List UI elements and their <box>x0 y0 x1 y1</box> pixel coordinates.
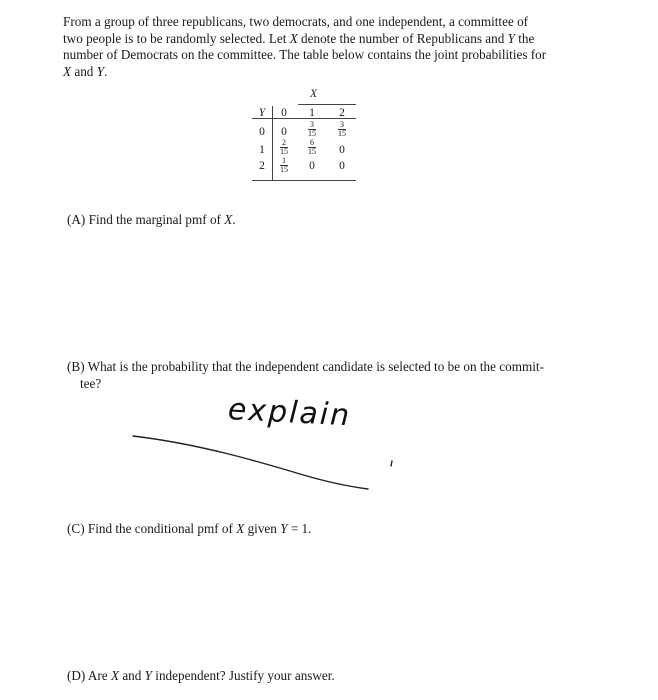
table-col-header: 0 <box>281 107 287 119</box>
table-cell: $\frac{6}{15}$ <box>308 138 316 156</box>
table-col-header: 2 <box>339 107 345 119</box>
question-d: (D) Are X and Y independent? Justify your answer. <box>67 668 335 683</box>
table-row-header: 0 <box>259 126 265 138</box>
question-c: (C) Find the conditional pmf of X given Y = 1. <box>67 521 312 536</box>
table-cell: 0 <box>339 160 345 172</box>
table-cell: $\frac{3}{15}$ <box>338 120 346 138</box>
question-b: (B) What is the probability that the independent candidate is selected to be on the commit- tee? <box>67 359 544 391</box>
var-y: Y <box>507 30 515 46</box>
intro-line-3: number of Democrats on the committee. The table below contains the joint probabilities for <box>63 47 547 62</box>
table-row-header: 2 <box>259 160 265 172</box>
table-cell: $\frac{2}{15}$ <box>280 138 288 156</box>
table-row-variable: Y <box>258 107 266 119</box>
handwritten-note: explain <box>227 392 353 434</box>
intro-line-2: two people is to be randomly selected. Let X denote the number of Republicans and Y the <box>63 30 535 46</box>
question-a: (A) Find the marginal pmf of X. <box>67 212 236 227</box>
table-cell: 0 <box>339 144 345 156</box>
table-col-variable: X <box>310 88 318 100</box>
table-cell: 0 <box>281 126 287 138</box>
intro-line-1: From a group of three republicans, two democrats, and one independent, a committee of <box>63 14 529 29</box>
var-x: X <box>289 30 298 46</box>
table-cell: $\frac{3}{15}$ <box>308 120 316 138</box>
table-cell: $\frac{1}{15}$ <box>280 156 288 174</box>
table-row-header: 1 <box>259 144 265 156</box>
intro-line-4: X and Y. <box>63 63 108 79</box>
table-col-header: 1 <box>309 107 315 119</box>
table-cell: 0 <box>309 160 315 172</box>
